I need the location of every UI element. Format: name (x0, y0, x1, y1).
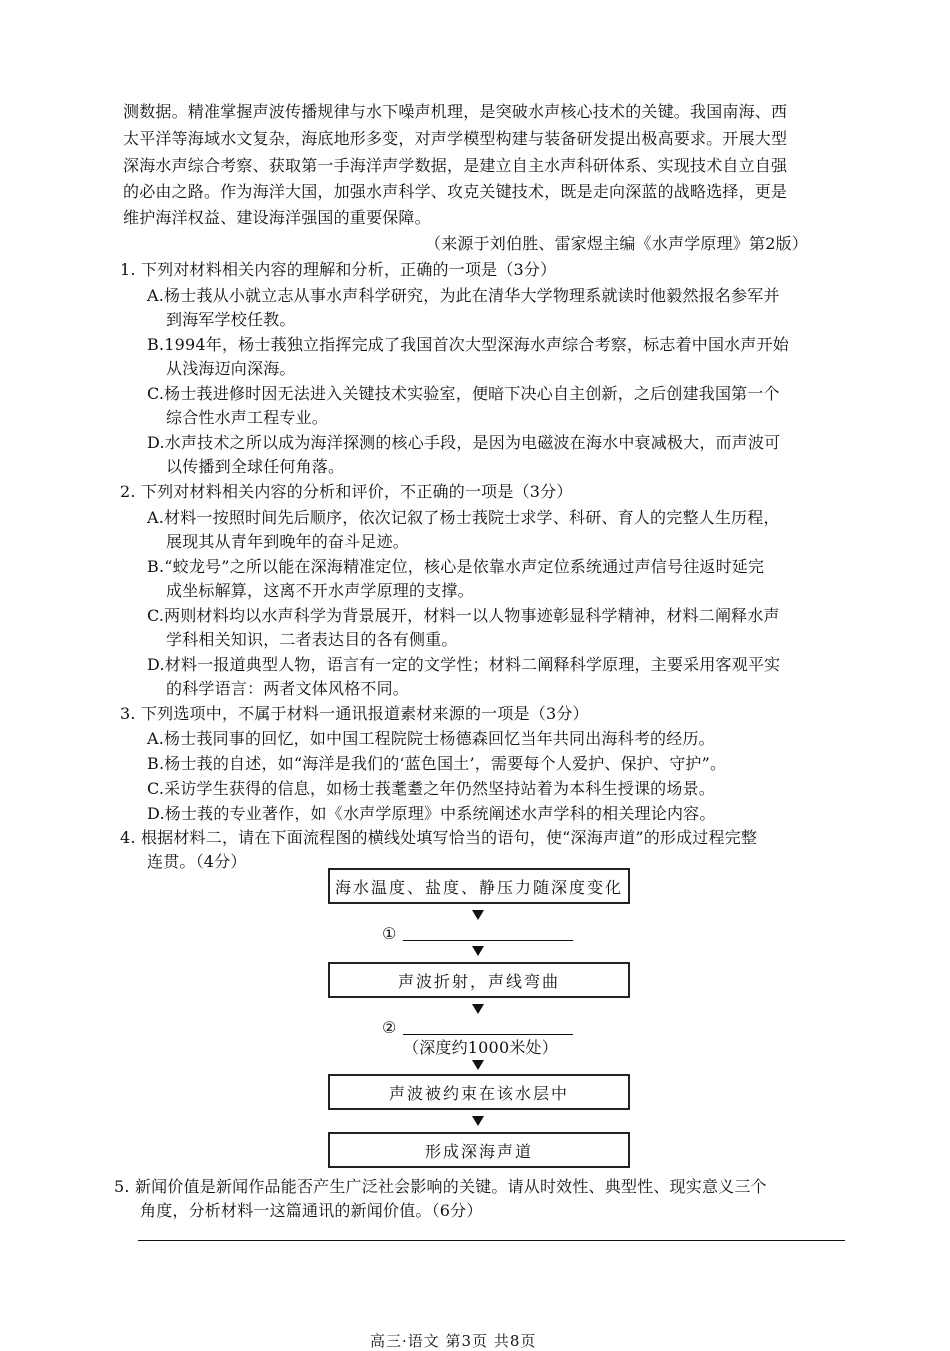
question-1-stem: 1. 下列对材料相关内容的理解和分析，正确的一项是（3分） (120, 260, 557, 279)
q2-option-b: B.“蛟龙号”之所以能在深海精准定位，核心是依靠水声定位系统通过声信号往返时延完 (147, 557, 765, 576)
q2-option-d: D.材料一报道典型人物，语言有一定的文学性；材料二阐释科学原理，主要采用客观平实 (147, 655, 781, 674)
q1-option-a: A.杨士莪从小就立志从事水声科学研究，为此在清华大学物理系就读时他毅然报名参军并 (147, 286, 780, 305)
q2-option-b-cont: 成坐标解算，这离不开水声学原理的支撑。 (166, 581, 474, 600)
down-arrow-icon (472, 1004, 484, 1014)
passage-line: 维护海洋权益、建设海洋强国的重要保障。 (123, 208, 431, 227)
q3-option-a: A.杨士莪同事的回忆，如中国工程院院士杨德森回忆当年共同出海科考的经历。 (147, 729, 715, 748)
passage-line: 的必由之路。作为海洋大国，加强水声科学、攻克关键技术，既是走向深蓝的战略选择，更是 (123, 182, 788, 201)
page-footer: 高三·语文 第3页 共8页 (370, 1332, 537, 1350)
q2-option-a-cont: 展现其从青年到晚年的奋斗足迹。 (166, 532, 410, 551)
down-arrow-icon (472, 910, 484, 920)
q1-option-d: D.水声技术之所以成为海洋探测的核心手段，是因为电磁波在海水中衰减极大，而声波可 (147, 433, 781, 452)
q2-option-d-cont: 的科学语言：两者文体风格不同。 (166, 679, 410, 698)
q2-option-a: A.材料一按照时间先后顺序，依次记叙了杨士莪院士求学、科研、育人的完整人生历程， (147, 508, 780, 527)
flow-box-4: 形成深海声道 (328, 1132, 630, 1168)
q3-option-b: B.杨士莪的自述，如“海洋是我们的‘蓝色国土’，需要每个人爱护、保护、守护”。 (147, 754, 727, 773)
question-3-stem: 3. 下列选项中，不属于材料一通讯报道素材来源的一项是（3分） (120, 704, 589, 723)
blank-1-label: ① (382, 924, 397, 943)
question-4-stem-cont: 连贯。（4分） (147, 852, 247, 871)
q1-option-b: B.1994年，杨士莪独立指挥完成了我国首次大型深海水声综合考察，标志着中国水声开始 (147, 335, 789, 354)
q2-option-c-cont: 学科相关知识，二者表达目的各有侧重。 (166, 630, 458, 649)
passage-source: （来源于刘伯胜、雷家煜主编《水声学原理》第2版） (425, 234, 808, 253)
flow-box-2: 声波折射，声线弯曲 (328, 962, 630, 998)
passage-line: 深海水声综合考察、获取第一手海洋声学数据，是建立自主水声科研体系、实现技术自立自强 (123, 156, 788, 175)
question-2-stem: 2. 下列对材料相关内容的分析和评价，不正确的一项是（3分） (120, 482, 573, 501)
q2-option-c: C.两则材料均以水声科学为背景展开，材料一以人物事迹彰显科学精神，材料二阐释水声 (147, 606, 780, 625)
q1-option-a-cont: 到海军学校任教。 (166, 310, 296, 329)
blank-2-label: ② (382, 1018, 397, 1037)
passage-line: 太平洋等海域水文复杂，海底地形多变，对声学模型构建与装备研发提出极高要求。开展大型 (123, 129, 788, 148)
blank-1-line[interactable] (403, 940, 573, 941)
down-arrow-icon (472, 1116, 484, 1126)
q3-option-c: C.采访学生获得的信息，如杨士莪耄耋之年仍然坚持站着为本科生授课的场景。 (147, 779, 715, 798)
q1-option-d-cont: 以传播到全球任何角落。 (166, 457, 345, 476)
flow-box-3: 声波被约束在该水层中 (328, 1074, 630, 1110)
question-5-stem-cont: 角度，分析材料一这篇通讯的新闻价值。（6分） (140, 1201, 483, 1220)
question-4-stem: 4. 根据材料二，请在下面流程图的横线处填写恰当的语句，使“深海声道”的形成过程完整 (120, 828, 758, 847)
q1-option-c: C.杨士莪进修时因无法进入关键技术实验室，便暗下决心自主创新，之后创建我国第一个 (147, 384, 780, 403)
blank-2-line[interactable] (403, 1034, 573, 1035)
q1-option-c-cont: 综合性水声工程专业。 (166, 408, 329, 427)
flow-depth-note: （深度约1000米处） (403, 1038, 558, 1057)
down-arrow-icon (472, 1060, 484, 1070)
passage-line: 测数据。精准掌握声波传播规律与水下噪声机理，是突破水声核心技术的关键。我国南海、西 (123, 102, 788, 121)
q3-option-d: D.杨士莪的专业著作，如《水声学原理》中系统阐述水声学科的相关理论内容。 (147, 804, 716, 823)
q1-option-b-cont: 从浅海迈向深海。 (166, 359, 296, 378)
question-5-stem: 5. 新闻价值是新闻作品能否产生广泛社会影响的关键。请从时效性、典型性、现实意义三个 (114, 1177, 767, 1196)
flow-box-1: 海水温度、盐度、静压力随深度变化 (328, 868, 630, 904)
down-arrow-icon (472, 946, 484, 956)
answer-line[interactable] (138, 1240, 845, 1241)
